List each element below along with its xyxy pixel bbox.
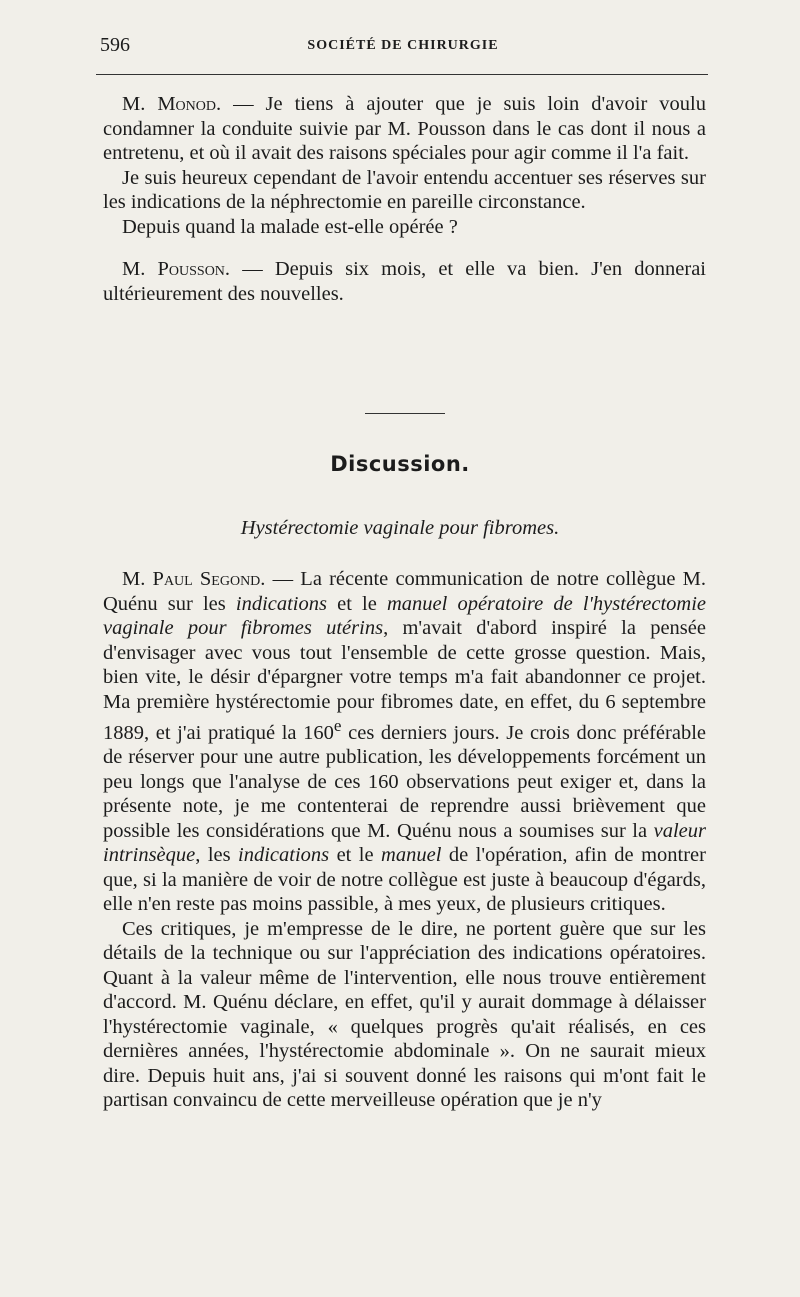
- italic-run: manuel opératoire de l'hystérectomie vaginale pour fibromes utérins: [103, 592, 706, 639]
- italic-run: indications: [235, 592, 327, 615]
- speaker-name: M. Pousson.: [122, 258, 231, 280]
- text-run: et le: [326, 592, 387, 615]
- section-heading: Discussion.: [330, 452, 470, 476]
- text-run: , les: [195, 844, 239, 867]
- text-run: , m'avait d'abord inspiré la pensée d'envisager avec vous tout l'ensemble de cette grosse question. Mais, bien vite, le désir d'épargner votre temps m'a fait abandonner ce projet. Ma première hystérectomie pour fibromes date, en effet, du 6 septembre 1889, et j'ai pratiqué la 160: [103, 617, 706, 744]
- spacer: [103, 239, 706, 257]
- header-rule: [96, 74, 708, 75]
- running-title: SOCIÉTÉ DE CHIRURGIE: [307, 38, 499, 53]
- paragraph-text: — Je tiens à ajouter que je suis loin d'avoir voulu condamner la conduite suivie par M. Pousson dans le cas dont il nous a entretenu, et où il avait des raisons spéciales pour agir comme il l'a fait.: [103, 93, 706, 164]
- paragraph: Ces critiques, je m'empresse de le dire, ne portent guère que sur les détails de la technique ou sur l'appréciation des indications opératoires. Quant à la valeur même de l'intervention, elle nous trouve entièrement d'accord. M. Quénu déclare, en effet, qu'il y aurait dommage à délaisser l'hystérectomie vaginale, « quelques progrès qu'ait réalisés, en ces dernières années, l'hystérectomie abdominale ». On ne saurait mieux dire. Depuis huit ans, j'ai si souvent donné les raisons qui m'ont fait le partisan convaincu de cette merveilleuse opération que je n'y: [103, 917, 706, 1112]
- superscript: e: [333, 716, 342, 735]
- speaker-name: M. Monod.: [122, 93, 222, 115]
- paragraph: [103, 92, 706, 166]
- paragraph: [103, 567, 706, 917]
- italic-run: indications: [238, 844, 330, 867]
- section-subtitle: Hystérectomie vaginale pour fibromes.: [240, 517, 560, 539]
- text-run: ces derniers jours. Je crois donc préférable de réserver pour une autre publication, les développements forcément un peu longs que l'analyse de ces 160 observations peut exiger et, dans la présente note, je me contenterai de reprendre aussi brièvement que possible les considérations que M. Quénu nous a soumises sur la: [103, 721, 706, 842]
- section-segond: [103, 567, 706, 1113]
- text-run: — La récente communication de notre collègue M. Quénu sur les: [103, 568, 706, 615]
- text-run: de l'opération, afin de montrer que, si la manière de voir de notre collègue est juste à beaucoup d'égards, elle n'en reste pas moins passible, à mes yeux, de plusieurs critiques.: [103, 844, 706, 916]
- paragraph: Je suis heureux cependant de l'avoir entendu accentuer ses réserves sur les indications de la néphrectomie en pareille circonstance.: [103, 166, 706, 213]
- paragraph: Depuis quand la malade est-elle opérée ?: [122, 215, 458, 238]
- paragraph: [103, 257, 706, 306]
- paragraph-text: — Depuis six mois, et elle va bien. J'en donnerai ultérieurement des nouvelles.: [103, 258, 706, 305]
- text-run: et le: [329, 844, 382, 867]
- speaker-name: M. Paul Segond.: [122, 568, 266, 590]
- page-header: [100, 34, 706, 62]
- italic-run: valeur intrinsèque: [103, 819, 706, 867]
- section-divider: [365, 413, 445, 414]
- italic-run: manuel: [381, 844, 442, 867]
- section-monod-pousson: [103, 92, 706, 306]
- page-number: 596: [100, 34, 130, 56]
